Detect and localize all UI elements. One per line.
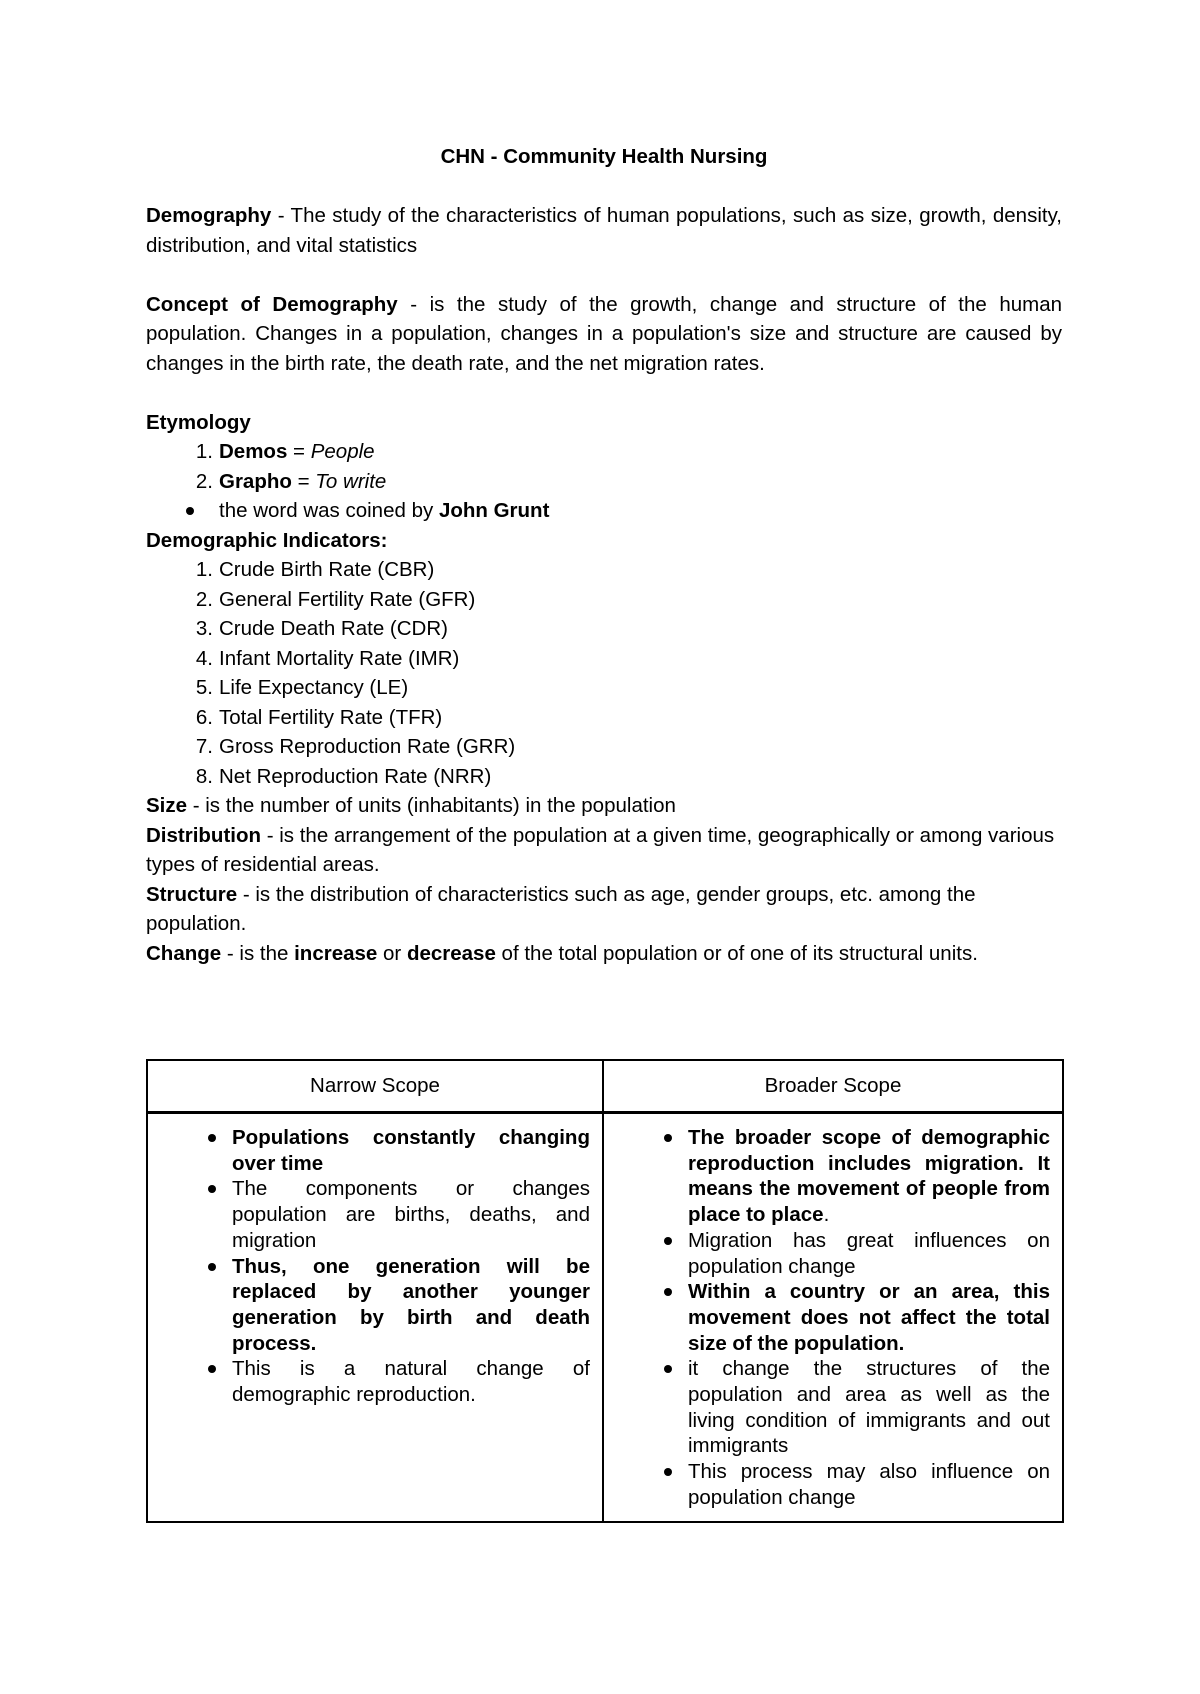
bullet-icon — [664, 1134, 672, 1142]
etymology-list — [146, 437, 1062, 526]
list-item: 1. Demos = People — [195, 440, 375, 463]
list-item: Populations constantly changing over time — [160, 1125, 590, 1176]
change-definition: Change - is the increase or decrease of the total population or of one of its structural units. — [146, 941, 978, 965]
bullet-icon — [208, 1185, 216, 1193]
page-title: CHN - Community Health Nursing — [440, 145, 768, 168]
demography-text: - The study of the characteristics of human populations, such as size, growth, density, distribution, and vital statistics — [146, 204, 1062, 257]
list-item: the word was coined by John Grunt — [146, 496, 1062, 526]
table-header-row — [147, 1060, 1063, 1113]
list-item: The components or changes population are births, deaths, and migration — [160, 1176, 590, 1253]
list-item: 2. General Fertility Rate (GFR) — [195, 587, 476, 611]
list-item: This is a natural change of demographic reproduction. — [160, 1356, 590, 1407]
indicators-list — [146, 555, 1062, 791]
list-item: Migration has great influences on population change — [616, 1228, 1050, 1279]
scope-table — [146, 1059, 1064, 1523]
narrow-scope-header: Narrow Scope — [147, 1060, 603, 1113]
structure-definition: Structure - is the distribution of characteristics such as age, gender groups, etc. among the population. — [146, 882, 976, 935]
list-item: it change the structures of the population and area as well as the living condition of immigrants and out immigrants — [616, 1356, 1050, 1459]
etymology-heading: Etymology — [146, 410, 251, 434]
concept-term: Concept of Demography — [146, 292, 398, 316]
list-item: The broader scope of demographic reproduction includes migration. It means the movement of people from place to place. — [616, 1125, 1050, 1228]
list-item: Within a country or an area, this movement does not affect the total size of the population. — [616, 1279, 1050, 1356]
bullet-icon — [664, 1288, 672, 1296]
bullet-icon — [186, 507, 194, 515]
document-body — [146, 142, 1062, 968]
concept-text: - is the study of the growth, change and structure of the human population. Changes in a population, changes in a population's size and structure are caused by changes in the birth rate, the death rate, and the net migration rates. — [146, 292, 1062, 375]
bullet-icon — [208, 1134, 216, 1142]
list-item: Thus, one generation will be replaced by another younger generation by birth and death process. — [160, 1254, 590, 1357]
list-item: 7. Gross Reproduction Rate (GRR) — [195, 735, 516, 758]
bullet-icon — [664, 1365, 672, 1373]
concept-definition — [146, 290, 1062, 379]
table-row — [147, 1113, 1063, 1522]
list-item: 8. Net Reproduction Rate (NRR) — [195, 764, 492, 788]
list-item: This process may also influence on population change — [616, 1459, 1050, 1510]
broader-scope-cell — [603, 1113, 1063, 1522]
list-item: 6. Total Fertility Rate (TFR) — [195, 705, 443, 729]
demography-term: Demography — [146, 204, 272, 227]
list-item: 3. Crude Death Rate (CDR) — [195, 617, 448, 640]
demography-definition — [146, 201, 1062, 260]
list-item: 1. Crude Birth Rate (CBR) — [195, 558, 435, 581]
narrow-scope-cell — [147, 1113, 603, 1522]
list-item: 4. Infant Mortality Rate (IMR) — [195, 646, 460, 670]
bullet-icon — [664, 1468, 672, 1476]
indicators-heading: Demographic Indicators: — [146, 528, 388, 552]
size-definition: Size - is the number of units (inhabitants) in the population — [146, 794, 676, 817]
bullet-icon — [208, 1263, 216, 1271]
list-item: 2. Grapho = To write — [195, 469, 387, 493]
list-item: 5. Life Expectancy (LE) — [195, 676, 409, 699]
bullet-icon — [664, 1237, 672, 1245]
distribution-definition: Distribution - is the arrangement of the population at a given time, geographically or among various types of residential areas. — [146, 823, 1055, 876]
bullet-icon — [208, 1365, 216, 1373]
broader-scope-header: Broader Scope — [603, 1060, 1063, 1113]
